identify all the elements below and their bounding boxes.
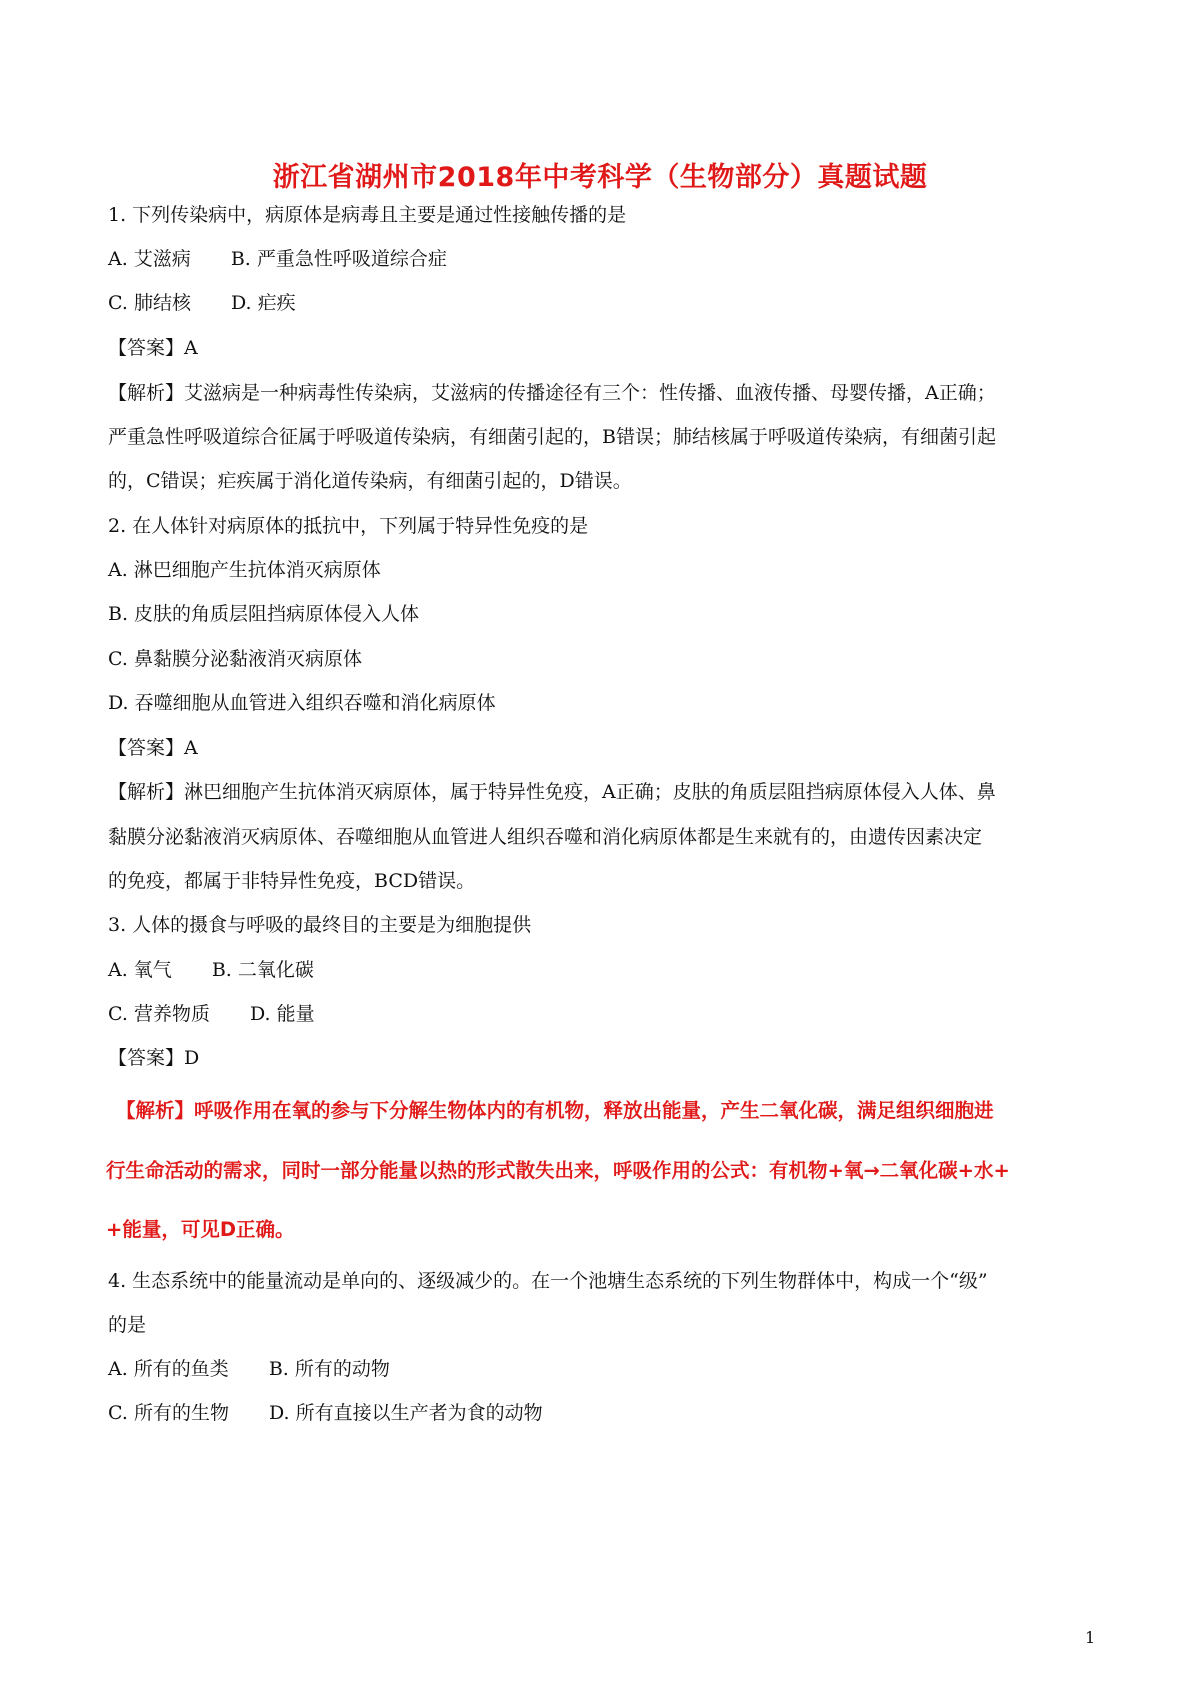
q1-option-b: B. 严重急性呼吸道综合症 — [230, 248, 447, 270]
q3-option-b: B. 二氧化碳 — [211, 959, 314, 981]
q2-option-a: A. 淋巴细胞产生抗体消灭病原体 — [108, 559, 381, 581]
q3-explanation-line-2: 行生命活动的需求，同时一部分能量以热的形式散失出来，呼吸作用的公式：有机物+氧→二氧化碳+水+ — [106, 1159, 1010, 1182]
question-2-stem: 2. 在人体针对病原体的抵抗中，下列属于特异性免疫的是 — [108, 515, 589, 537]
q2-option-c: C. 鼻黏膜分泌黏液消灭病原体 — [108, 648, 362, 670]
q3-option-d: D. 能量 — [249, 1003, 315, 1025]
question-3-stem: 3. 人体的摄食与呼吸的最终目的主要是为细胞提供 — [108, 914, 532, 936]
question-1-stem: 1. 下列传染病中，病原体是病毒且主要是通过性接触传播的是 — [108, 204, 627, 226]
question-3-options-ab — [108, 957, 314, 983]
q2-explanation-line-2: 黏膜分泌黏液消灭病原体、吞噬细胞从血管进人组织吞噬和消化病原体都是生来就有的，由遗传因素决定 — [108, 826, 983, 848]
q1-option-d: D. 疟疾 — [230, 292, 296, 314]
q3-answer: 【答案】D — [108, 1047, 200, 1069]
q3-explanation-line-3: +能量，可见D正确。 — [106, 1218, 295, 1241]
question-1-options-cd — [108, 290, 296, 316]
q3-option-a: A. 氧气 — [108, 959, 172, 981]
q3-explanation-line-1: 【解析】呼吸作用在氧的参与下分解生物体内的有机物，释放出能量，产生二氧化碳，满足组织细胞进 — [116, 1099, 994, 1122]
question-4-options-cd — [108, 1400, 543, 1426]
q1-option-c: C. 肺结核 — [108, 292, 191, 314]
q1-option-a: A. 艾滋病 — [108, 248, 191, 270]
question-4-options-ab — [108, 1356, 390, 1382]
q4-option-d: D. 所有直接以生产者为食的动物 — [268, 1402, 543, 1424]
q3-option-c: C. 营养物质 — [108, 1003, 210, 1025]
q1-explanation-line-3: 的，C错误；疟疾属于消化道传染病，有细菌引起的，D错误。 — [108, 470, 632, 492]
q2-explanation-line-1: 【解析】淋巴细胞产生抗体消灭病原体，属于特异性免疫，A正确；皮肤的角质层阻挡病原体侵入人体、鼻 — [108, 781, 996, 803]
document-title: 浙江省湖州市2018年中考科学（生物部分）真题试题 — [272, 162, 928, 193]
q2-answer: 【答案】A — [108, 737, 198, 759]
q4-option-b: B. 所有的动物 — [268, 1358, 390, 1380]
question-1-options-ab — [108, 246, 447, 272]
q4-option-c: C. 所有的生物 — [108, 1402, 229, 1424]
q2-option-b: B. 皮肤的角质层阻挡病原体侵入人体 — [108, 603, 420, 625]
q4-option-a: A. 所有的鱼类 — [108, 1358, 229, 1380]
q1-explanation-line-1: 【解析】艾滋病是一种病毒性传染病，艾滋病的传播途径有三个：性传播、血液传播、母婴传播，A正确； — [108, 382, 996, 404]
question-4-stem-line-1: 4. 生态系统中的能量流动是单向的、逐级减少的。在一个池塘生态系统的下列生物群体中，构成一个“级” — [108, 1270, 988, 1292]
question-4-stem-line-2: 的是 — [108, 1314, 147, 1336]
q1-explanation-line-2: 严重急性呼吸道综合征属于呼吸道传染病，有细菌引起的，B错误；肺结核属于呼吸道传染病，有细菌引起 — [108, 426, 996, 448]
page-number: 1 — [1085, 1628, 1096, 1647]
question-3-options-cd — [108, 1001, 315, 1027]
q1-answer: 【答案】A — [108, 337, 198, 359]
q2-explanation-line-3: 的免疫，都属于非特异性免疫，BCD错误。 — [108, 870, 476, 892]
q2-option-d: D. 吞噬细胞从血管进入组织吞噬和消化病原体 — [108, 692, 496, 714]
